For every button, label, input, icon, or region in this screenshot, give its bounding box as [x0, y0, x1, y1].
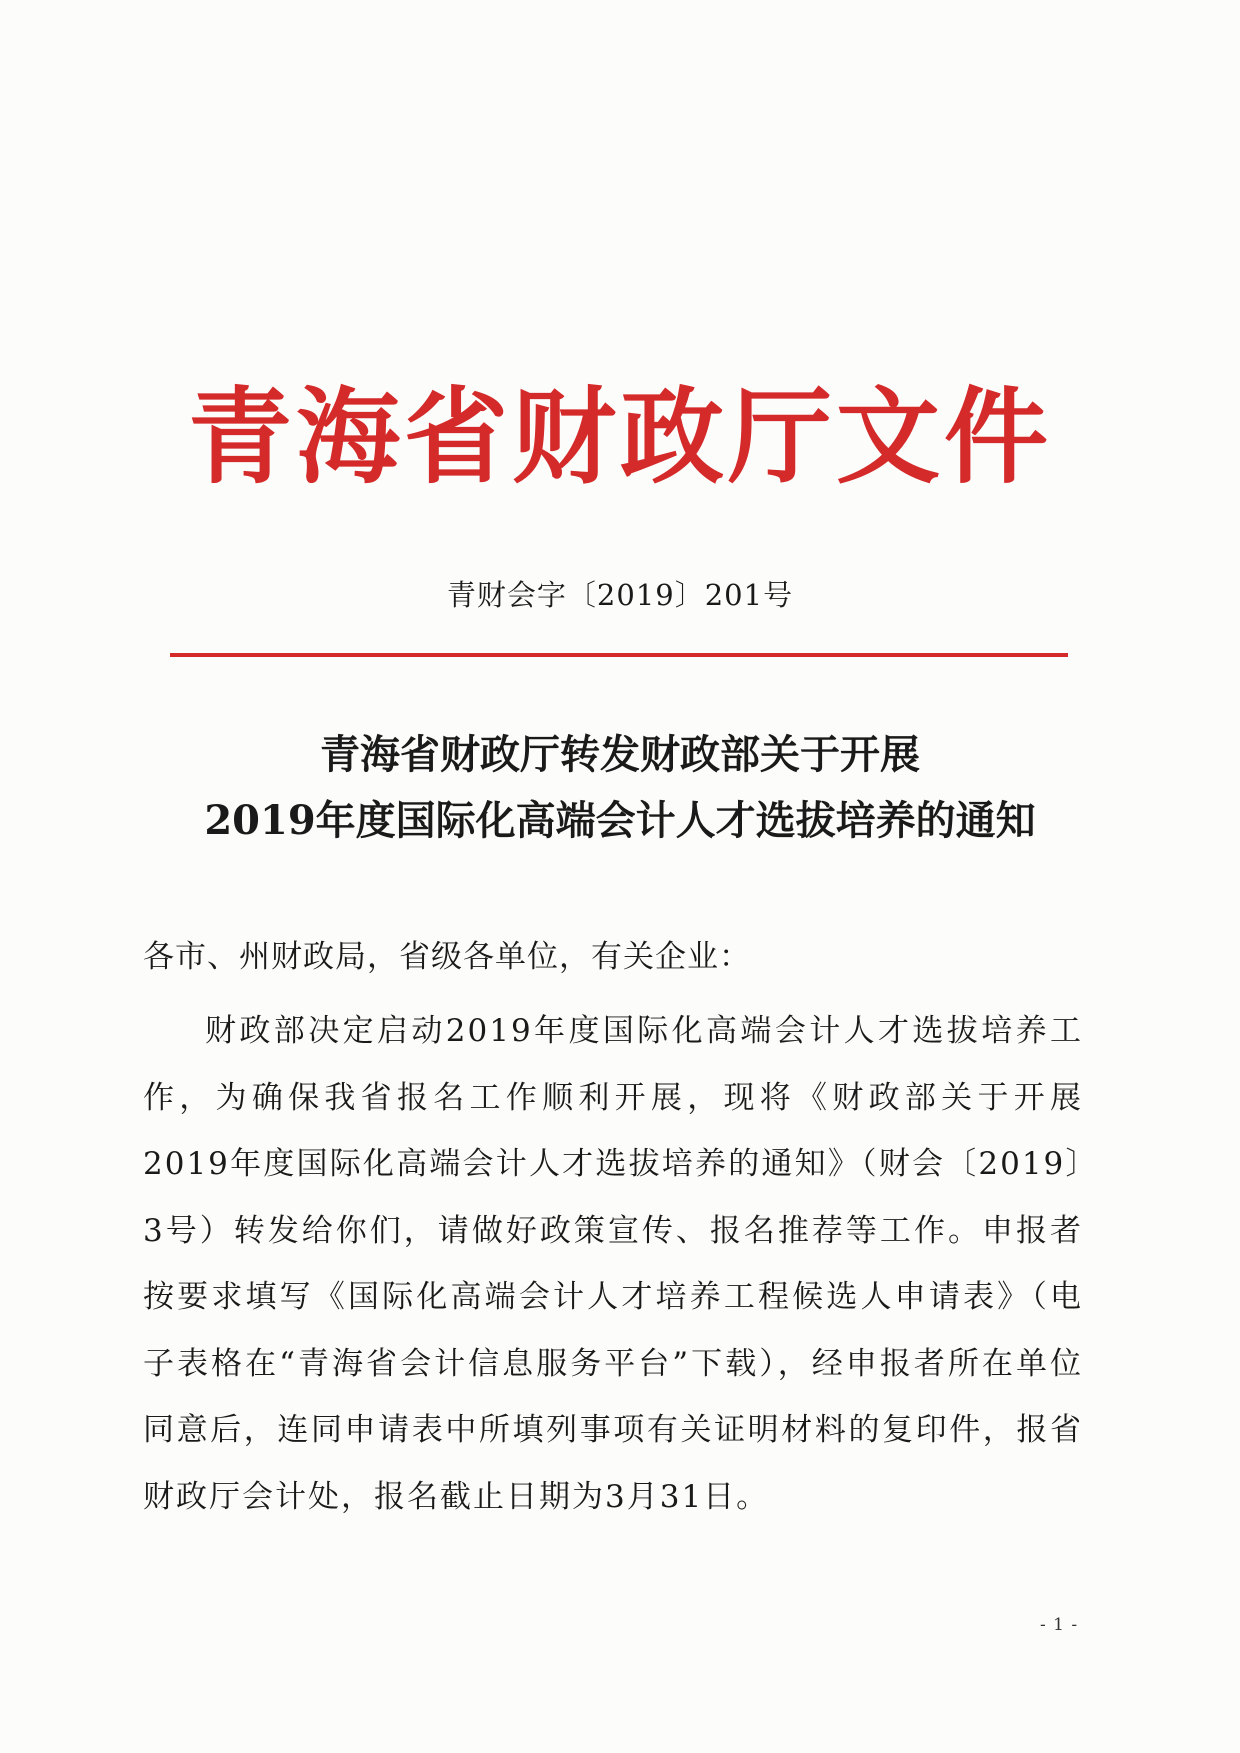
document-number: 青财会字〔2019〕201号: [446, 578, 794, 612]
notice-title-line-1: 青海省财政厅转发财政部关于开展: [320, 731, 920, 778]
addressee-line: 各市、州财政局，省级各单位，有关企业：: [143, 939, 751, 975]
document-header-title: 青海省财政厅文件: [187, 375, 1052, 498]
page-number: - 1 -: [1040, 1615, 1079, 1635]
header-red-rule: [170, 653, 1068, 657]
notice-title: [0, 722, 1240, 854]
notice-title-line-2: 2019年度国际化高端会计人才选拔培养的通知: [204, 797, 1036, 844]
body-paragraph: 财政部决定启动2019年度国际化高端会计人才选拔培养工作，为确保我省报名工作顺利开展，现将《财政部关于开展2019年度国际化高端会计人才选拔培养的通知》（财会〔2019〕3号）转发给你们，请做好政策宣传、报名推荐等工作。申报者按要求填写《国际化高端会计人才培养工程候选人申请表》（电子表格在“青海省会计信息服务平台”下载），经申报者所在单位同意后，连同申请表中所填列事项有关证明材料的复印件，报省财政厅会计处，报名截止日期为3月31日。: [143, 1013, 1083, 1515]
